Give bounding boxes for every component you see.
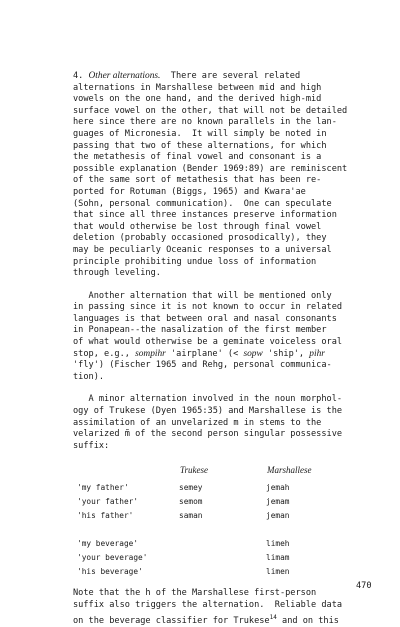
column-header-marshallese: Marshallese (267, 465, 312, 476)
table-row: 'my father' semey jemah (77, 482, 290, 492)
example-word: pihr (309, 348, 325, 359)
table-row: 'your father' semom jemam (77, 496, 290, 506)
example-word: sompihr (135, 348, 166, 359)
table-row: 'his father' saman jeman (77, 510, 290, 520)
table-row: 'my beverage' limeh (77, 538, 290, 548)
table-row: 'his beverage' limen (77, 566, 290, 576)
paragraph-other-alternations: 4. Other alternations. There are several related alternations in Marshallese between mid and high vowels on the one hand, and the derived high-mid surface vowel on the other, that will not be detailed here since there are no known parallels in the lan- guages of Micronesia. It will simply be noted in passing that two of these alternations, for which the metathesis of final vowel and consonant is a possible explanation (Bender 1969:89) are reminiscent of the same sort of metathesis that has been re- ported for Rotuman (Biggs, 1965) and Kwara'ae (Sohn, personal communication). One can speculate that since all three instances preserve information that would otherwise be lost through final vowel deletion (probably occasioned prosodically), they may be peculiarly Oceanic responses to a universal principle prohibiting undue loss of information through leveling. (73, 71, 348, 279)
paragraph-minor-alternation: A minor alternation involved in the noun morphol- ogy of Trukese (Dyen 1965:35) and Marshallese is the assimilation of an unvelarized m in stems to the velarized m̃ of the second person singular possessive suffix: (73, 394, 343, 451)
page-body (73, 71, 373, 627)
table-row: 'your beverage' limam (77, 552, 290, 562)
column-header-trukese: Trukese (180, 465, 208, 476)
section-heading: Other alternations. (88, 71, 161, 81)
page-number: 470 (356, 581, 372, 591)
example-word: sopw (243, 348, 263, 359)
paragraph-note: Note that the h of the Marshallese first-person suffix also triggers the alternation. Reliable data on the beverage classifier for Trukese$^{14}$ and on this (73, 588, 343, 626)
example-table (77, 460, 348, 578)
footnote-reference[interactable]: 14 (269, 613, 277, 621)
paragraph-ponapean-nasalization: Another alternation that will be mentioned only in passing since it is not known to occur in related languages is that between oral and nasal consonants in Ponapean--the nasalization of the first member of what would otherwise be a geminate voiceless oral stop, e.g., sompihr 'airplane' (< sopw 'ship', pihr 'fly') (Fischer 1965 and Rehg, personal communica- tion). (73, 290, 343, 382)
section-number: 4. (73, 71, 89, 81)
